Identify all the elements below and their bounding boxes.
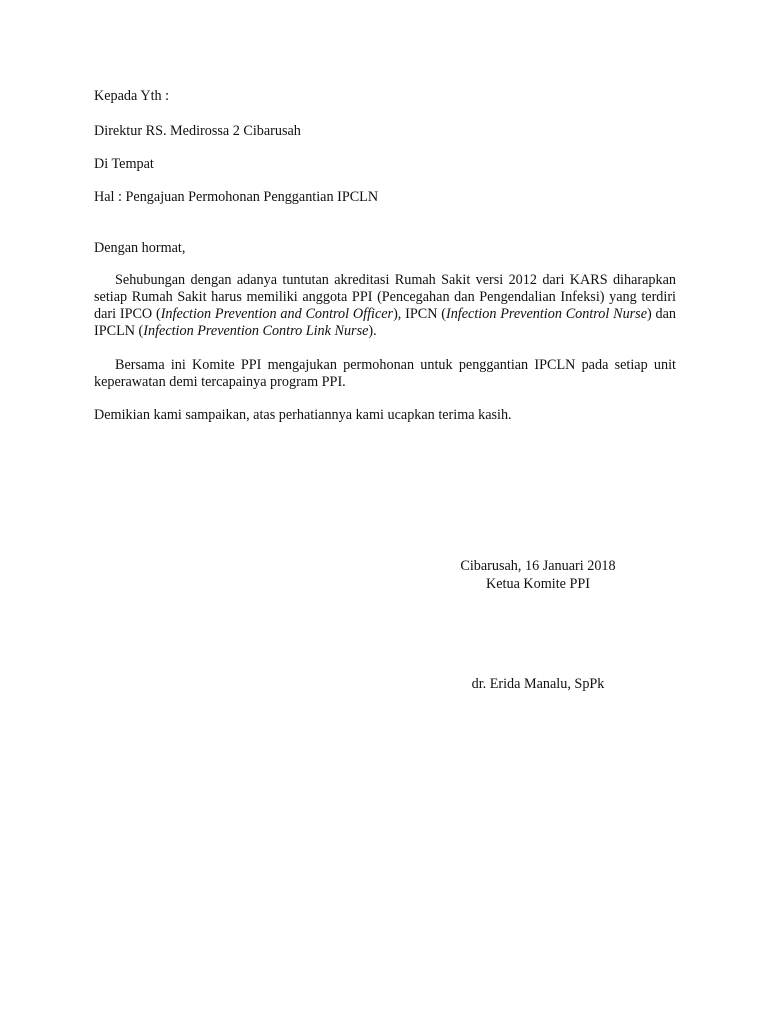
recipient-place: Di Tempat xyxy=(94,156,154,172)
signer-name: dr. Erida Manalu, SpPk xyxy=(471,676,605,692)
recipient-greeting: Kepada Yth : xyxy=(94,88,170,104)
paragraph-1-italic-1: Infection Prevention and Control Officer xyxy=(160,306,394,322)
paragraph-1-text-1: Sehubungan dengan adanya tuntutan akreditasi Rumah Sakit versi 2012 dari KARS diharapkan setiap Rumah Sakit harus memiliki anggota PPI (Pencegahan dan Pengendalian Infeksi) yang terdiri dari IPCO ( xyxy=(94,272,676,322)
signer-title: Ketua Komite PPI xyxy=(485,576,591,592)
paragraph-2: Bersama ini Komite PPI mengajukan permohonan untuk penggantian IPCLN pada setiap unit keperawatan demi tercapainya program PPI. xyxy=(94,357,676,390)
letter-subject: Hal : Pengajuan Permohonan Penggantian IPCLN xyxy=(94,189,379,205)
paragraph-1-text-3: ) dan IPCLN ( xyxy=(94,306,677,339)
paragraph-1-text-2: ), IPCN ( xyxy=(393,306,446,322)
paragraph-1-text-4: ). xyxy=(368,323,377,339)
paragraph-1-italic-3: Infection Prevention Contro Link Nurse xyxy=(143,323,369,339)
paragraph-1-italic-2: Infection Prevention Control Nurse xyxy=(445,306,648,322)
closing-paragraph: Demikian kami sampaikan, atas perhatiannya kami ucapkan terima kasih. xyxy=(94,407,512,423)
salutation: Dengan hormat, xyxy=(94,240,186,256)
place-date: Cibarusah, 16 Januari 2018 xyxy=(460,558,616,574)
recipient-name: Direktur RS. Medirossa 2 Cibarusah xyxy=(94,123,301,139)
paragraph-1 xyxy=(94,272,676,340)
